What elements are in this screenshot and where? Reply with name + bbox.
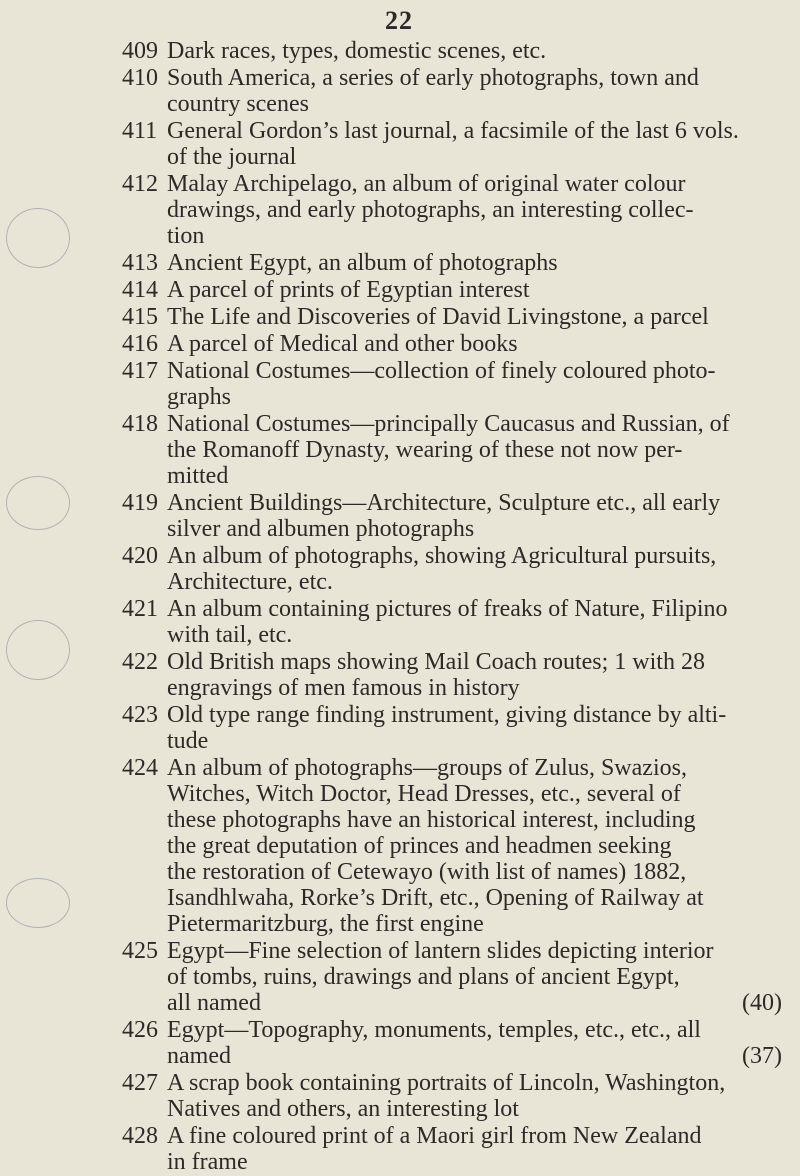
lot-description	[167, 1070, 782, 1122]
description-line	[167, 65, 782, 91]
description-text: A parcel of prints of Egyptian interest	[167, 277, 530, 303]
lot-entry	[122, 543, 782, 595]
description-text: A scrap book containing portraits of Lincoln, Washington,	[167, 1070, 726, 1096]
description-line	[167, 223, 782, 249]
description-line	[167, 171, 782, 197]
description-text: General Gordon’s last journal, a facsimile of the last 6 vols.	[167, 118, 739, 144]
lot-number: 412	[122, 171, 158, 197]
lot-entry	[122, 118, 782, 170]
description-line	[167, 833, 782, 859]
description-line	[167, 411, 782, 437]
description-text: National Costumes—principally Caucasus and Russian, of	[167, 411, 730, 437]
lot-description	[167, 755, 782, 937]
lot-entry	[122, 1123, 782, 1175]
description-line	[167, 304, 782, 330]
description-line	[167, 728, 782, 754]
lot-number: 421	[122, 596, 158, 622]
lot-entry	[122, 304, 782, 330]
pencil-circle-annotation	[6, 476, 70, 530]
lot-description	[167, 331, 782, 357]
lot-number: 413	[122, 250, 158, 276]
lot-entry	[122, 250, 782, 276]
description-text: in frame	[167, 1149, 248, 1175]
description-text: the great deputation of princes and headmen seeking	[167, 833, 672, 859]
lot-number: 419	[122, 490, 158, 516]
lot-number: 425	[122, 938, 158, 964]
lot-entry	[122, 38, 782, 64]
lot-description	[167, 649, 782, 701]
description-line	[167, 781, 782, 807]
description-text: Malay Archipelago, an album of original water colour	[167, 171, 686, 197]
lot-entry	[122, 277, 782, 303]
description-line	[167, 859, 782, 885]
description-line	[167, 144, 782, 170]
lot-entry	[122, 411, 782, 489]
lot-number: 416	[122, 331, 158, 357]
description-text: the restoration of Cetewayo (with list of names) 1882,	[167, 859, 687, 885]
pencil-circle-annotation	[6, 620, 70, 680]
description-line	[167, 885, 782, 911]
description-text: tude	[167, 728, 209, 754]
description-text: country scenes	[167, 91, 309, 117]
lot-entry	[122, 1070, 782, 1122]
lot-entry	[122, 171, 782, 249]
description-line	[167, 569, 782, 595]
lot-entry	[122, 490, 782, 542]
description-text: A parcel of Medical and other books	[167, 331, 518, 357]
item-count: (40)	[742, 990, 782, 1016]
description-text: Old British maps showing Mail Coach routes; 1 with 28	[167, 649, 705, 675]
lot-description	[167, 304, 782, 330]
description-text: South America, a series of early photographs, town and	[167, 65, 699, 91]
description-text: An album of photographs—groups of Zulus, Swazios,	[167, 755, 687, 781]
lot-entry	[122, 649, 782, 701]
pencil-circle-annotation	[6, 878, 70, 928]
description-line	[167, 463, 782, 489]
description-text: the Romanoff Dynasty, wearing of these not now per-	[167, 437, 683, 463]
description-text: of tombs, ruins, drawings and plans of ancient Egypt,	[167, 964, 680, 990]
lot-description	[167, 277, 782, 303]
description-line	[167, 516, 782, 542]
description-text: A fine coloured print of a Maori girl from New Zealand	[167, 1123, 702, 1149]
description-text: Egypt—Topography, monuments, temples, etc., etc., all	[167, 1017, 701, 1043]
lot-description	[167, 38, 782, 64]
description-text: An album of photographs, showing Agricultural pursuits,	[167, 543, 717, 569]
description-text: tion	[167, 223, 205, 249]
description-text: all named	[167, 990, 261, 1016]
description-line	[167, 702, 782, 728]
description-line	[167, 1043, 782, 1069]
lot-description	[167, 250, 782, 276]
lot-description	[167, 490, 782, 542]
description-line	[167, 38, 782, 64]
description-text: drawings, and early photographs, an interesting collec-	[167, 197, 694, 223]
description-text: with tail, etc.	[167, 622, 293, 648]
description-line	[167, 490, 782, 516]
description-text: Isandhlwaha, Rorke’s Drift, etc., Opening of Railway at	[167, 885, 704, 911]
description-text: of the journal	[167, 144, 297, 170]
description-text: Dark races, types, domestic scenes, etc.	[167, 38, 547, 64]
lot-list	[122, 38, 782, 1176]
description-line	[167, 1149, 782, 1175]
description-line	[167, 543, 782, 569]
description-line	[167, 358, 782, 384]
pencil-circle-annotation	[6, 208, 70, 268]
lot-description	[167, 596, 782, 648]
lot-number: 415	[122, 304, 158, 330]
lot-number: 428	[122, 1123, 158, 1149]
lot-description	[167, 1017, 782, 1069]
description-line	[167, 1123, 782, 1149]
description-line	[167, 384, 782, 410]
lot-description	[167, 1123, 782, 1175]
lot-number: 410	[122, 65, 158, 91]
description-text: Architecture, etc.	[167, 569, 333, 595]
description-text: Egypt—Fine selection of lantern slides depicting interior	[167, 938, 714, 964]
lot-description	[167, 171, 782, 249]
lot-number: 424	[122, 755, 158, 781]
description-line	[167, 755, 782, 781]
description-line	[167, 990, 782, 1016]
description-line	[167, 596, 782, 622]
description-text: The Life and Discoveries of David Livingstone, a parcel	[167, 304, 709, 330]
description-text: these photographs have an historical interest, including	[167, 807, 696, 833]
description-text: Witches, Witch Doctor, Head Dresses, etc., several of	[167, 781, 681, 807]
lot-description	[167, 358, 782, 410]
description-line	[167, 675, 782, 701]
description-text: Old type range finding instrument, giving distance by alti-	[167, 702, 727, 728]
lot-entry	[122, 1017, 782, 1069]
description-line	[167, 1017, 782, 1043]
lot-number: 411	[122, 118, 158, 144]
description-line	[167, 964, 782, 990]
lot-entry	[122, 358, 782, 410]
lot-description	[167, 543, 782, 595]
description-line	[167, 911, 782, 937]
lot-number: 423	[122, 702, 158, 728]
lot-number: 409	[122, 38, 158, 64]
description-line	[167, 91, 782, 117]
description-line	[167, 1096, 782, 1122]
lot-entry	[122, 755, 782, 937]
description-text: engravings of men famous in history	[167, 675, 520, 701]
description-text: An album containing pictures of freaks of Nature, Filipino	[167, 596, 728, 622]
description-line	[167, 437, 782, 463]
description-text: National Costumes—collection of finely coloured photo-	[167, 358, 716, 384]
lot-description	[167, 411, 782, 489]
lot-number: 414	[122, 277, 158, 303]
description-line	[167, 807, 782, 833]
lot-number: 427	[122, 1070, 158, 1096]
page-number: 22	[385, 6, 413, 35]
lot-description	[167, 118, 782, 170]
description-text: Ancient Buildings—Architecture, Sculpture etc., all early	[167, 490, 721, 516]
description-line	[167, 197, 782, 223]
description-text: Pietermaritzburg, the first engine	[167, 911, 484, 937]
description-line	[167, 622, 782, 648]
lot-entry	[122, 331, 782, 357]
lot-description	[167, 65, 782, 117]
description-line	[167, 938, 782, 964]
lot-number: 422	[122, 649, 158, 675]
description-text: mitted	[167, 463, 229, 489]
lot-number: 418	[122, 411, 158, 437]
item-count: (37)	[742, 1043, 782, 1069]
description-line	[167, 331, 782, 357]
description-line	[167, 1070, 782, 1096]
description-line	[167, 649, 782, 675]
description-text: silver and albumen photographs	[167, 516, 475, 542]
description-text: Ancient Egypt, an album of photographs	[167, 250, 558, 276]
lot-entry	[122, 65, 782, 117]
description-line	[167, 118, 782, 144]
lot-description	[167, 938, 782, 1016]
lot-description	[167, 702, 782, 754]
description-line	[167, 250, 782, 276]
lot-entry	[122, 702, 782, 754]
description-text: Natives and others, an interesting lot	[167, 1096, 519, 1122]
description-text: named	[167, 1043, 231, 1069]
description-line	[167, 277, 782, 303]
lot-number: 417	[122, 358, 158, 384]
description-text: graphs	[167, 384, 231, 410]
lot-number: 426	[122, 1017, 158, 1043]
lot-entry	[122, 938, 782, 1016]
lot-number: 420	[122, 543, 158, 569]
lot-entry	[122, 596, 782, 648]
